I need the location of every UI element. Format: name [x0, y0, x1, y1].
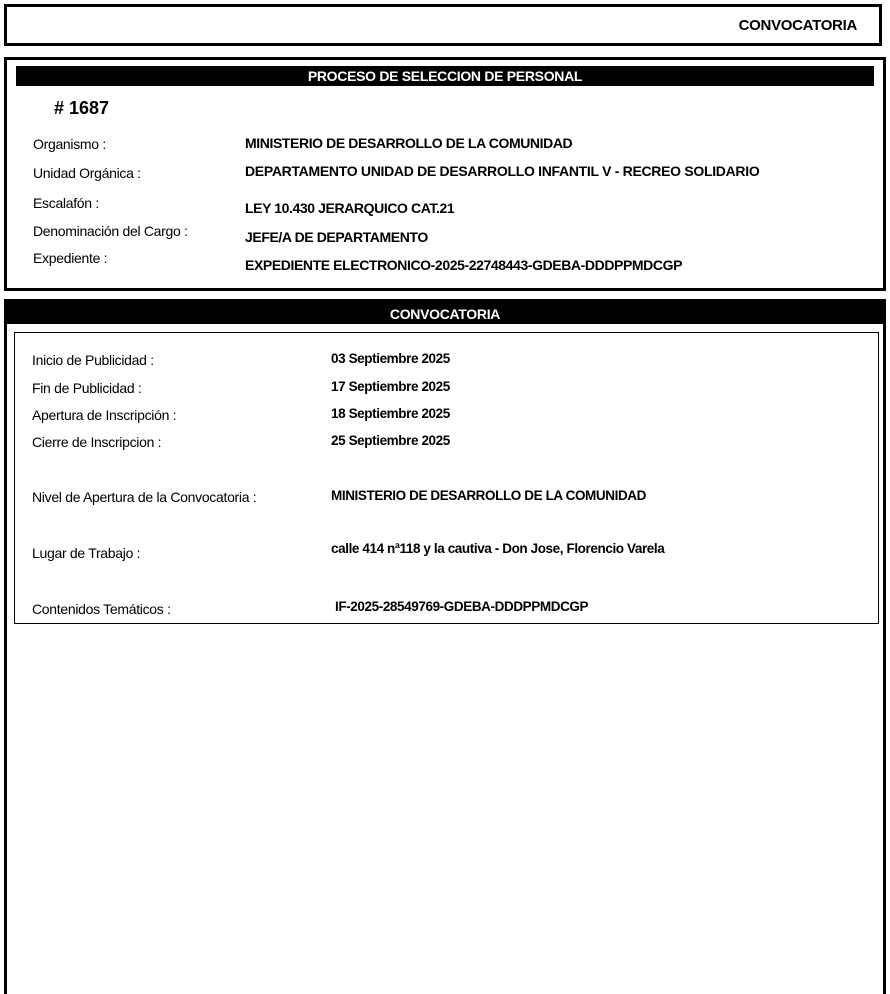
convocatoria-details — [14, 332, 879, 624]
proceso-heading: PROCESO DE SELECCION DE PERSONAL — [16, 66, 874, 86]
escalafon-label: Escalafón : — [33, 195, 99, 211]
contenidos-tematicos-value: IF-2025-28549769-GDEBA-DDDPPMDCGP — [335, 599, 589, 614]
unidad-organica-label: Unidad Orgánica : — [33, 165, 141, 181]
lugar-trabajo-value: calle 414 nª118 y la cautiva - Don Jose, Florencio Varela — [331, 541, 665, 556]
fin-publicidad-label: Fin de Publicidad : — [32, 380, 142, 396]
escalafon-value: LEY 10.430 JERARQUICO CAT.21 — [245, 200, 455, 216]
cargo-value: JEFE/A DE DEPARTAMENTO — [245, 229, 428, 245]
inicio-publicidad-value: 03 Septiembre 2025 — [331, 351, 450, 366]
organismo-value: MINISTERIO DE DESARROLLO DE LA COMUNIDAD — [245, 135, 573, 151]
cierre-inscripcion-value: 25 Septiembre 2025 — [331, 433, 450, 448]
inicio-publicidad-label: Inicio de Publicidad : — [32, 352, 154, 368]
expediente-value: EXPEDIENTE ELECTRONICO-2025-22748443-GDEBA-DDDPPMDCGP — [245, 257, 683, 273]
apertura-inscripcion-label: Apertura de Inscripción : — [32, 407, 177, 423]
nivel-apertura-label: Nivel de Apertura de la Convocatoria : — [32, 489, 257, 505]
apertura-inscripcion-value: 18 Septiembre 2025 — [331, 406, 450, 421]
nivel-apertura-value: MINISTERIO DE DESARROLLO DE LA COMUNIDAD — [331, 488, 647, 503]
contenidos-tematicos-label: Contenidos Temáticos : — [32, 601, 171, 617]
cargo-label: Denominación del Cargo : — [33, 223, 188, 239]
cierre-inscripcion-label: Cierre de Inscripcion : — [32, 434, 162, 450]
organismo-label: Organismo : — [33, 136, 106, 152]
convocatoria-heading: CONVOCATORIA — [7, 302, 883, 324]
convocatoria-section — [4, 299, 886, 994]
header-title: CONVOCATORIA — [738, 17, 857, 34]
header-box — [4, 4, 882, 46]
unidad-organica-value: DEPARTAMENTO UNIDAD DE DESARROLLO INFANTIL V - RECREO SOLIDARIO — [245, 163, 760, 179]
lugar-trabajo-label: Lugar de Trabajo : — [32, 545, 141, 561]
proceso-section — [4, 57, 886, 291]
expediente-label: Expediente : — [33, 250, 108, 266]
fin-publicidad-value: 17 Septiembre 2025 — [331, 379, 450, 394]
convocatoria-number: # 1687 — [54, 98, 110, 118]
